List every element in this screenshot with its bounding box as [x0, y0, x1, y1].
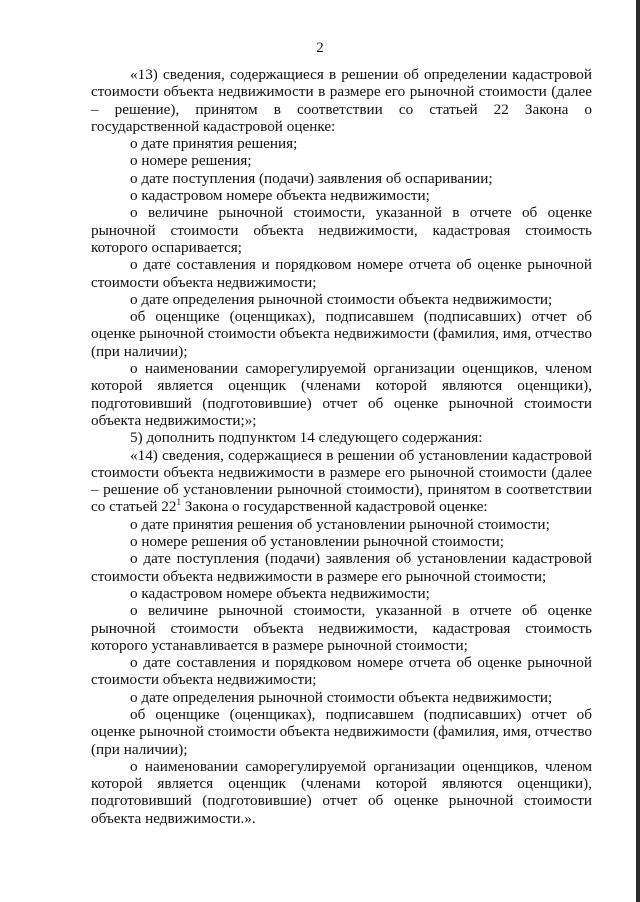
page-number: 2 [316, 40, 324, 56]
item-14-text-before: «14) сведения, содержащиеся в решении об установлении кадастровой стоимости объекта недвижимости в размере его рыночной стоимости (далее – решение об установлении рыночной стоимости), принятом в соответствии со статьей 22 [91, 446, 592, 516]
paragraph-amendment-5: 5) дополнить подпунктом 14 следующего содержания: [130, 429, 483, 447]
list-item-14-sro-name: о наименовании саморегулируемой организации оценщиков, членом которой является оценщик (членами которой являются оценщики), подготовивший (подготовившие) отчет об оценке рыночной стоимости объекта недвижимости.». [91, 757, 592, 827]
list-item-14-decision-number: о номере решения об установлении рыночной стоимости; [130, 533, 504, 551]
scan-edge [636, 0, 640, 902]
list-item-14-appraiser: об оценщике (оценщиках), подписавшем (подписавших) отчет об оценке рыночной стоимости объекта недвижимости (фамилия, имя, отчество (при наличии); [91, 705, 592, 758]
list-item-valuation-date: о дате определения рыночной стоимости объекта недвижимости; [130, 290, 553, 308]
document-body [91, 66, 592, 827]
paragraph-item-13-intro: «13) сведения, содержащиеся в решении об определении кадастровой стоимости объекта недвижимости в размере его рыночной стоимости (далее – решение), принятом в соответствии со статьей 22 Закона о государственной кадастровой оценке: [91, 66, 592, 135]
item-14-text-after: Закона о государственной кадастровой оценке: [180, 498, 488, 516]
list-item-14-market-value: о величине рыночной стоимости, указанной в отчете об оценке рыночной стоимости объекта недвижимости, кадастровая стоимость которого устанавливается в размере рыночной стоимости; [91, 602, 592, 654]
list-item-14-application-date: о дате поступления (подачи) заявления об установлении кадастровой стоимости объекта недвижимости в размере его рыночной стоимости; [91, 550, 592, 585]
paragraph-item-14-intro [91, 447, 592, 516]
list-item-application-date: о дате поступления (подачи) заявления об оспаривании; [130, 169, 493, 187]
list-item-14-report-date-number: о дате составления и порядковом номере отчета об оценке рыночной стоимости объекта недвижимости; [91, 654, 592, 689]
list-item-14-valuation-date: о дате определения рыночной стоимости объекта недвижимости; [130, 688, 553, 706]
list-item-appraiser: об оценщике (оценщиках), подписавшем (подписавших) отчет об оценке рыночной стоимости объекта недвижимости (фамилия, имя, отчество (при наличии); [91, 308, 592, 360]
list-item-14-cadastral-number: о кадастровом номере объекта недвижимости; [130, 584, 430, 602]
list-item-decision-number: о номере решения; [130, 152, 252, 170]
list-item-sro-name: о наименовании саморегулируемой организации оценщиков, членом которой является оценщик (членами которой являются оценщики), подготовивший (подготовившие) отчет об оценке рыночной стоимости объекта недвижимости;»; [91, 360, 592, 429]
list-item-14-decision-date: о дате принятия решения об установлении рыночной стоимости; [130, 515, 550, 533]
article-superscript: 1 [176, 497, 181, 508]
list-item-report-date-number: о дате составления и порядковом номере отчета об оценке рыночной стоимости объекта недвижимости; [91, 256, 592, 291]
list-item-decision-date: о дате принятия решения; [130, 135, 298, 153]
list-item-cadastral-number: о кадастровом номере объекта недвижимости; [130, 187, 430, 205]
list-item-market-value: о величине рыночной стоимости, указанной в отчете об оценке рыночной стоимости объекта недвижимости, кадастровая стоимость которого оспаривается; [91, 204, 592, 256]
